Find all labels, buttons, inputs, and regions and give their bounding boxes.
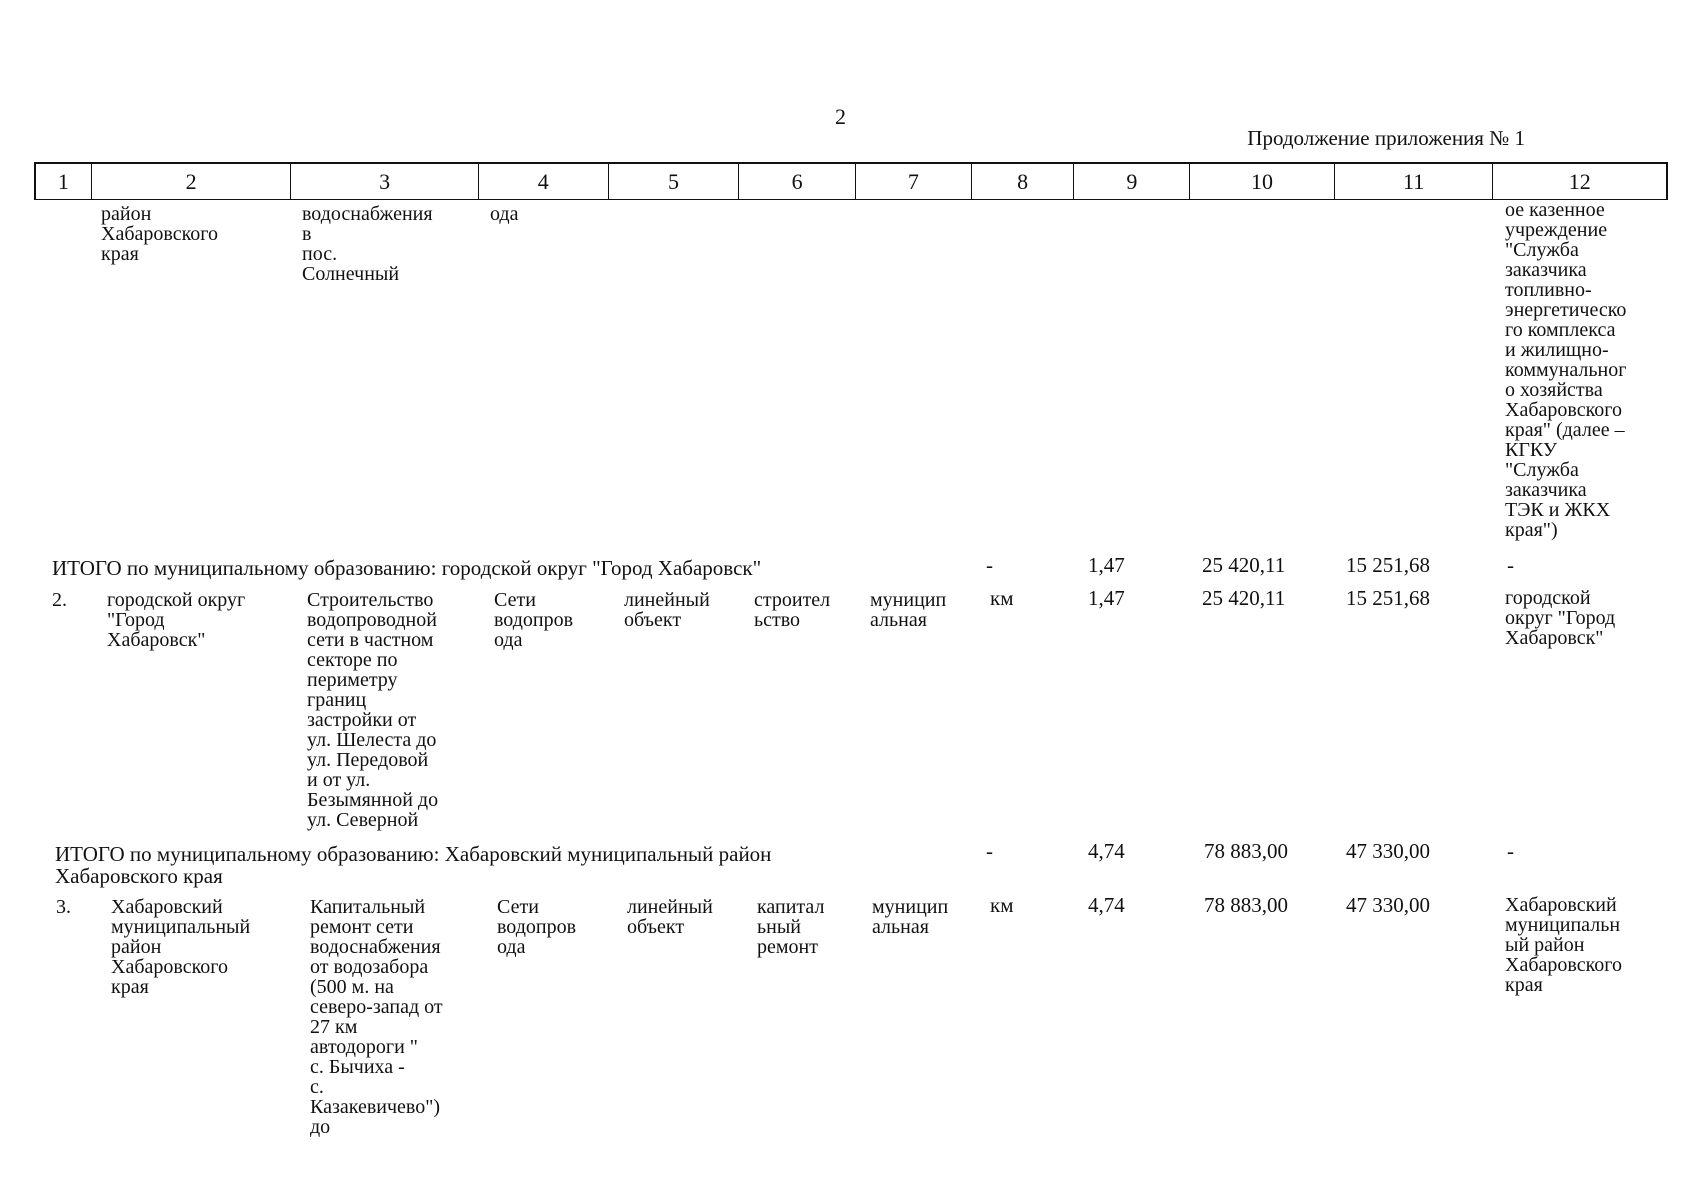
column-header: 3 — [291, 164, 479, 199]
row-number: 3. — [56, 896, 71, 918]
total-label: ИТОГО по муниципальному образованию: Хабаровский муниципальный район — [55, 842, 772, 866]
page-number: 2 — [835, 104, 846, 129]
column-header: 5 — [609, 164, 740, 199]
total-unit: - — [986, 553, 993, 577]
row-object-type: Сети водопров ода — [497, 896, 577, 958]
total-cost: 78 883,00 — [1204, 839, 1288, 863]
total-cost: 25 420,11 — [1202, 553, 1286, 577]
carry-over-object-name: водоснабжения в пос. Солнечный — [302, 203, 433, 285]
column-header: 7 — [856, 164, 972, 199]
row-object-type: Сети водопров ода — [494, 589, 574, 651]
row-capacity: 4,74 — [1088, 893, 1125, 917]
column-header-row — [34, 162, 1668, 200]
row-unit: км — [990, 893, 1014, 917]
column-header: 1 — [36, 164, 92, 199]
column-header: 11 — [1335, 164, 1494, 199]
row-unit: км — [990, 586, 1014, 610]
total-customer: - — [1507, 553, 1514, 577]
row-funding: 15 251,68 — [1346, 586, 1430, 610]
row-object-name: Строительство водопроводной сети в частном секторе по периметру границ застройки от ул. Шелеста до ул. Передовой и от ул. Безымянной до ул. Северной — [307, 589, 439, 831]
row-customer: Хабаровский муниципальн ый район Хабаровского края — [1505, 894, 1622, 996]
total-funding: 15 251,68 — [1346, 553, 1430, 577]
column-header: 10 — [1190, 164, 1335, 199]
total-capacity: 4,74 — [1088, 839, 1125, 863]
continuation-title: Продолжение приложения № 1 — [1247, 126, 1525, 150]
column-header: 4 — [479, 164, 609, 199]
carry-over-customer: ое казенное учреждение "Служба заказчика топливно- энергетическо го комплекса и жилищно- коммунальног о хозяйства Хабаровского края" (далее – КГКУ "Служба заказчика ТЭК и ЖКХ края") — [1505, 199, 1627, 541]
carry-over-municipality: район Хабаровского края — [101, 203, 218, 265]
row-cost: 25 420,11 — [1202, 586, 1286, 610]
column-header: 2 — [92, 164, 292, 199]
column-header: 12 — [1568, 168, 1591, 194]
row-customer: городской округ "Город Хабаровск" — [1505, 587, 1616, 649]
row-ownership: муницип альная — [872, 896, 949, 938]
total-label: ИТОГО по муниципальному образованию: городской округ "Город Хабаровск" — [52, 556, 762, 580]
column-header: 9 — [1074, 164, 1190, 199]
total-customer: - — [1507, 839, 1514, 863]
row-object-kind: линейный объект — [627, 896, 713, 938]
row-municipality: Хабаровский муниципальный район Хабаровского края — [111, 896, 251, 998]
row-cost: 78 883,00 — [1204, 893, 1288, 917]
total-unit: - — [986, 839, 993, 863]
row-municipality: городской округ "Город Хабаровск" — [107, 589, 246, 651]
total-label-continued: Хабаровского края — [55, 864, 223, 888]
row-object-kind: линейный объект — [624, 589, 710, 631]
total-funding: 47 330,00 — [1346, 839, 1430, 863]
row-object-name: Капитальный ремонт сети водоснабжения от водозабора (500 м. на северо-запад от 27 км автодороги " с. Бычиха - с. Казакевичево") до — [310, 896, 443, 1138]
total-capacity: 1,47 — [1088, 553, 1125, 577]
carry-over-object-type: ода — [490, 203, 519, 225]
column-header: 6 — [739, 164, 856, 199]
row-work-type: строител ьство — [754, 589, 831, 631]
row-ownership: муницип альная — [870, 589, 947, 631]
row-funding: 47 330,00 — [1346, 893, 1430, 917]
column-header: 8 — [972, 164, 1075, 199]
row-work-type: капитал ьный ремонт — [757, 896, 825, 958]
row-capacity: 1,47 — [1088, 586, 1125, 610]
row-number: 2. — [52, 589, 67, 611]
